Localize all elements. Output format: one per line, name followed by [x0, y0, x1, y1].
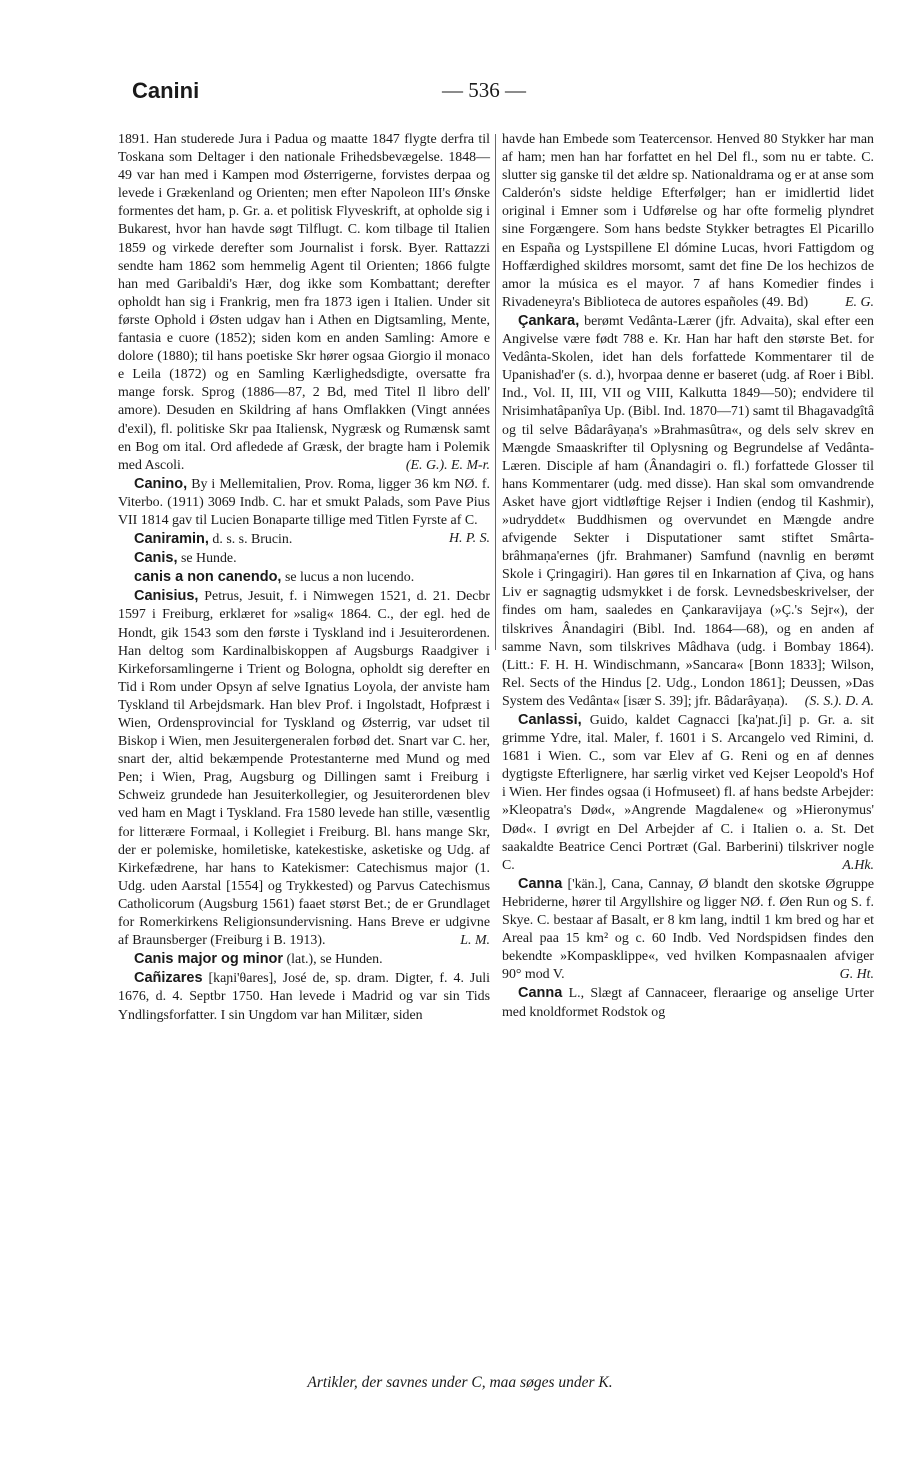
- dictionary-entry: [118, 969, 490, 1024]
- entry-text: (lat.), se Hunden.: [286, 952, 383, 968]
- author-signature: G. Ht.: [839, 967, 874, 983]
- entry-text: se lucus a non lucendo.: [284, 570, 415, 586]
- author-signature: L. M.: [460, 933, 490, 949]
- footer-note: Artikler, der savnes under C, maa søges under K.: [307, 1374, 613, 1391]
- dictionary-entry: [118, 587, 490, 950]
- entry-headword: Canino,: [134, 475, 188, 492]
- entry-headword: Cañizares: [134, 970, 203, 987]
- entry-text: Petrus, Jesuit, f. i Nimwegen 1521, d. 21. Decbr 1597 i Freiburg, erklæret for »salig« 1864. C., der egl. hed de Hondt, gik 1543 som den første i Tyskland ind i Jesuiterordenen. Han deltog som Kardinalbiskoppen af Augsburgs Raadgiver i Kirkeforsamlingerne i Trient og Bologna, opholdt sig derefter en Tid i Rom under Opsyn af selve Ignatius Loyola, der anviste ham Tyskland til Arbejdsmark. Han blev Prof. i Ingolstadt, Hofpræst i Wien, Ordensprovincial for Tyskland og Østerrig, var udset til Biskop i Wien, men Jesuitergeneralen forbød det. Snart var C. her, snart der, altid bekæmpende Protestanterne med Mund og med Pen; i Wien, Prag, Augsburg og Dillingen samt i Freiburg i Schweiz grundede han Jesuiterkollegier, og Jesuiterordenen blev ved ham en Magt i Tyskland. Fra 1580 levede han stille, væsentlig for litterære Formaal, i Kollegiet i Freiburg. Bl. hans mange Skr, der er polemiske, homiletiske, katekestiske, asketiske og Udg. af Kirkefædrene, har hans to Katekismer: Catechismus major (1. Udg. uden Aarstal [1554] og Trykkested) og Parvus Catechismus Catholicorum (Augsburg 1561) faaet størst Bet.; de er Grundlaget for Romerkirkens Religionsundervisning. Hans Breve er udgivne af Braunsberger (Freiburg i B. 1913).: [118, 589, 491, 949]
- running-head-word: Canini: [132, 78, 200, 103]
- right-column: [502, 131, 874, 1022]
- author-signature: (S. S.). D. A.: [804, 693, 874, 709]
- entry-text: 1891. Han studerede Jura i Padua og maatte 1847 flygte derfra til Toskana som Deltager i den nationale Frihedsbevægelse. 1848—49 var han med i Kampen mod Østerrigerne, forvistes derpaa og levede i Grækenland og Orienten; men efter Napoleon III's Ønske formentes det ham, p. Gr. a. et politisk Flyveskrift, at opholde sig i Bukarest, hvor han havde søgt Tilflugt. C. kom tilbage til Italien 1859 og virkede derefter som Journalist i forsk. Byer. Rattazzi sendte ham 1862 som hemmelig Agent til Orienten; 1866 fulgte han med Garibaldi's Hær, dog ikke som Kombattant; derefter opholdt han sig i Frankrig, men fra 1873 igen i Italien. Under sit første Ophold i Østen udgav han i Athen en Digtsamling, Mente, fantasia e cuore (1852); siden kom en anden Samling: Amore e dolore (1880); til hans poetiske Skr hører ogsaa Giorgio il monaco e Leila (1872) og en Samling Kærlighedsdigte, oversatte fra mange forsk. Sprog (1886—87, 2 Bd, med Titel Il libro dell' amore). Desuden en Skildring af hans Omflakken (Vingt années d'exil), fl. politiske Skr paa Italiensk, Nygræsk og Rumænsk samt en Bog om ital. Ord afledede af Græsk, der bragte ham i Polemik med Ascoli.: [118, 132, 490, 473]
- dictionary-entry: [502, 984, 874, 1021]
- entry-text: se Hunde.: [181, 551, 237, 567]
- left-column: [118, 131, 490, 1025]
- entry-headword: Caniramin,: [134, 531, 209, 548]
- entry-headword: Canisius,: [134, 588, 199, 605]
- dictionary-entry: [118, 950, 490, 969]
- entry-headword: Canna: [518, 875, 563, 892]
- author-signature: E. G.: [845, 294, 874, 310]
- entry-text: L., Slægt af Cannaceer, fleraarige og anselige Urter med knoldformet Rodstok og: [502, 986, 874, 1020]
- entry-headword: Canna: [518, 985, 563, 1002]
- entry-text: Guido, kaldet Cagnacci [ka'ɲat.ʃi] p. Gr. a. sit grimme Ydre, ital. Maler, f. 1601 i S. Arcangelo ved Rimini, d. 1681 i Wien. C., som var Elev af G. Reni og en af dennes dygtigste Efterlignere, har særlig virket ved Kejser Leopold's Hof i Wien. Her findes ogsaa (i Hofmuseet) fl. af hans bedste Arbejder: »Kleopatra's Død«, »Angrende Magdalene« og »Hieronymus' Død«. I øvrigt en Del Arbejder af C. i Italien o. a. St. Det saakaldte Beatrice Cenci Portræt (Gal. Barberini) tilskriver nogle C.: [502, 713, 874, 873]
- author-signature: (E. G.). E. M-r.: [405, 457, 490, 473]
- entry-text: havde han Embede som Teatercensor. Henved 80 Stykker har man af ham; men han har forfattet en hel Del fl., som nu er tabte. C. slutter sig ganske til det ældre sp. Nationaldrama og er at anse som Calderón's sidste heldige Efterfølger; han er imidlertid lidet original i Emner som i Udførelse og har ofte formelig plyndret sine Forgængere. Som hans bedste Stykker betragtes El Picarillo en España og Lystspillene El dómine Lucas, hvori Fattigdom og Hoffærdighed skildres morsomt, samt det fine De los hechizos de amor la música es el mayor. 7 af hans Komedier findes i Rivadeneyra's Biblioteca de autores españoles (49. Bd): [502, 132, 874, 310]
- author-signature: H. P. S.: [448, 531, 490, 547]
- dictionary-entry: [118, 568, 490, 587]
- dictionary-entry: [502, 312, 874, 711]
- entry-text: By i Mellemitalien, Prov. Roma, ligger 36 km NØ. f. Viterbo. (1911) 3069 Indb. C. har et smukt Palads, som Pave Pius VII 1814 gav til Lucien Bonaparte tillige med Titlen Fyrste af C.: [118, 476, 490, 528]
- entry-text: berømt Vedânta-Lærer (jfr. Advaita), skal efter een Angivelse være født 788 e. Kr. Han har haft den største Bet. for Vedânta-Skolen, idet han dels forfattede Kommentarer til de Upanishad'er (s. d.), hvorpaa denne er baseret (udg. af Roer i Bibl. Ind., Vol. II, III, VII og VIII, Kalkutta 1849—50); endvidere til Nrisimhatâpanîya Up. (Bibl. Ind. 1870—71) samt til Bhagavadgîtâ og til selve Bâdarâyaṇa's »Brahmasûtra«, og dels selv skrev en Mængde Smaaskrifter til Oplysning og Begrundelse af Vedânta-Læren. Disciple af ham (Ânandagiri o. fl.) forfattede Glosser til hans Kommentarer (udg. med disse). Han skal som omvandrende Asket have gjort vidtløftige Rejser i Indien (endog til Kashmir), »udryddet« Buddhismen og overvundet en Mængde andre afvigende Sekter i Disputationer samt stiftet Smârta-brâhmaṇa'ernes (jfr. Brahmaner) Samfund (navnlig en berømt Skole i Çringagiri). Han gøres til en Inkarnation af Çiva, og hans Liv er sagnagtig udsmykket i de forsk. Levnedsbeskrivelser, der findes om ham, saaledes en Çankaravijaya (»Ç.'s Sejr«), der tilskrives Ânandagiri (Bibl. Ind. 1864—68), og en anden af samme Navn, som tilskrives Mâdhava (udg. i Bombay 1864). (Litt.: F. H. H. Windischmann, »Sancara« [Bonn 1833]; Wilson, Rel. Sects of the Hindus [2. Udg., London 1861]; Deussen, »Das System des Vedânta« [især S. 39]; jfr. Bâdarâyaṇa).: [502, 313, 874, 709]
- author-signature: A.Hk.: [842, 857, 874, 873]
- entry-headword: canis a non canendo,: [134, 569, 282, 586]
- page-header: [132, 72, 790, 112]
- dictionary-entry: [502, 711, 874, 875]
- entry-headword: Canis,: [134, 550, 178, 567]
- column-divider: [495, 134, 496, 650]
- dictionary-entry: [502, 875, 874, 985]
- continued-article: [118, 131, 490, 475]
- dictionary-entry: [118, 549, 490, 568]
- entry-headword: Çankara,: [518, 312, 580, 329]
- continued-article: [502, 131, 874, 312]
- entry-text: ['kän.], Cana, Cannay, Ø blandt den skotske Øgruppe Hebriderne, hører til Argyllshire og ligger NØ. f. Øen Run og S. f. Skye. C. bestaar af Basalt, er 8 km lang, indtil 1 km bred og har et Areal paa 15 km² og c. 60 Indb. Ved Nordspidsen findes den bekendte »Kompasklippe«, ved hvilken Kompasnaalen afviger 90° mod V.: [502, 876, 874, 983]
- page-number: — 536 —: [442, 78, 526, 102]
- entry-text: [kaɲi'θares], José de, sp. dram. Digter, f. 4. Juli 1676, d. 4. Septbr 1750. Han levede i Madrid og var sin Tids Yndlingsforfatter. I sin Ungdom var han Militær, siden: [118, 971, 490, 1023]
- entry-headword: Canis major og minor: [134, 951, 284, 968]
- entry-text: d. s. s. Brucin.: [212, 532, 293, 548]
- entry-headword: Canlassi,: [518, 712, 582, 728]
